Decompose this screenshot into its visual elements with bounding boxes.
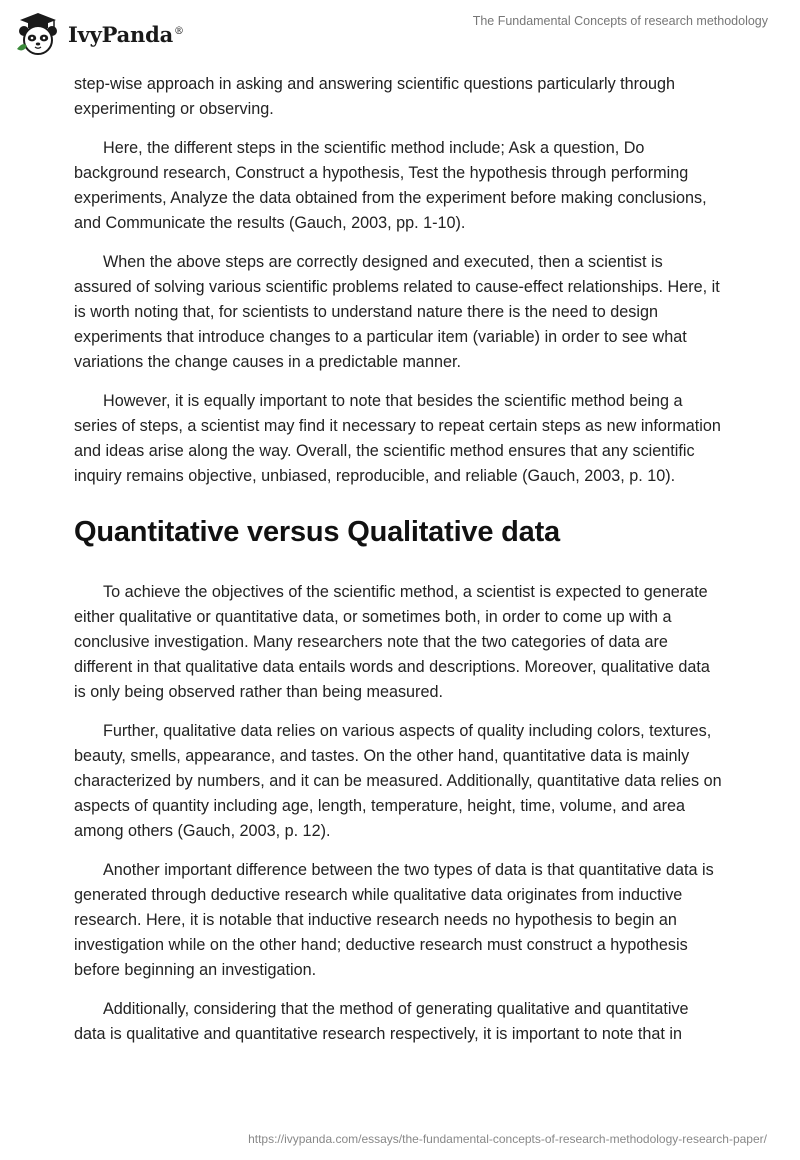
panda-mascot-icon (14, 11, 62, 57)
footer-source-url[interactable]: https://ivypanda.com/essays/the-fundamental-concepts-of-research-methodology-research-paper/ (248, 1132, 767, 1146)
registered-mark: ® (174, 25, 184, 37)
paragraph: When the above steps are correctly designed and executed, then a scientist is assured of solving various scientific problems related to cause-effect relationships. Here, it is worth noting that, for scientists to understand nature there is the need to design experiments that introduce changes to a particular item (variable) in order to see what variations the change causes in a predictable manner. (74, 253, 720, 371)
essay-content (74, 72, 724, 1061)
brand-name: IvyPanda® (68, 21, 184, 47)
paragraph: Here, the different steps in the scientific method include; Ask a question, Do background research, Construct a hypothesis, Test the hypothesis through performing experiments, Analyze the data obtained from the experiment before making conclusions, and Communicate the results (Gauch, 2003, pp. 1-10). (74, 139, 707, 232)
paragraph: step-wise approach in asking and answering scientific questions particularly through experimenting or observing. (74, 75, 676, 118)
paragraph: However, it is equally important to note that besides the scientific method being a series of steps, a scientist may find it necessary to repeat certain steps as new information and ideas arise along the way. Overall, the scientific method ensures that any scientific inquiry remains objective, unbiased, reproducible, and reliable (Gauch, 2003, p. 10). (74, 392, 721, 485)
paragraph: Further, qualitative data relies on various aspects of quality including colors, textures, beauty, smells, appearance, and tastes. On the other hand, quantitative data is mainly characterized by numbers, and it can be measured. Additionally, quantitative data relies on aspects of quantity including age, length, temperature, height, time, volume, and area among others (Gauch, 2003, p. 12). (74, 722, 722, 840)
ivypanda-logo[interactable] (14, 10, 184, 58)
section-heading: Quantitative versus Qualitative data (74, 516, 560, 548)
paragraph: Another important difference between the two types of data is that quantitative data is generated through deductive research while qualitative data originates from inductive research. Here, it is notable that inductive research needs no hypothesis to begin an investigation while on the other hand; deductive research must construct a hypothesis before beginning an investigation. (74, 861, 714, 979)
paragraph: To achieve the objectives of the scientific method, a scientist is expected to generate either qualitative or quantitative data, or sometimes both, in order to come up with a conclusive investigation. Many researchers note that the two categories of data are different in that qualitative data entails words and descriptions. Moreover, qualitative data is only being observed rather than being measured. (74, 583, 710, 701)
paragraph: Additionally, considering that the method of generating qualitative and quantitative data is qualitative and quantitative research respectively, it is important to note that in (74, 1000, 689, 1043)
page-header (0, 0, 800, 70)
document-title: The Fundamental Concepts of research methodology (472, 14, 768, 28)
